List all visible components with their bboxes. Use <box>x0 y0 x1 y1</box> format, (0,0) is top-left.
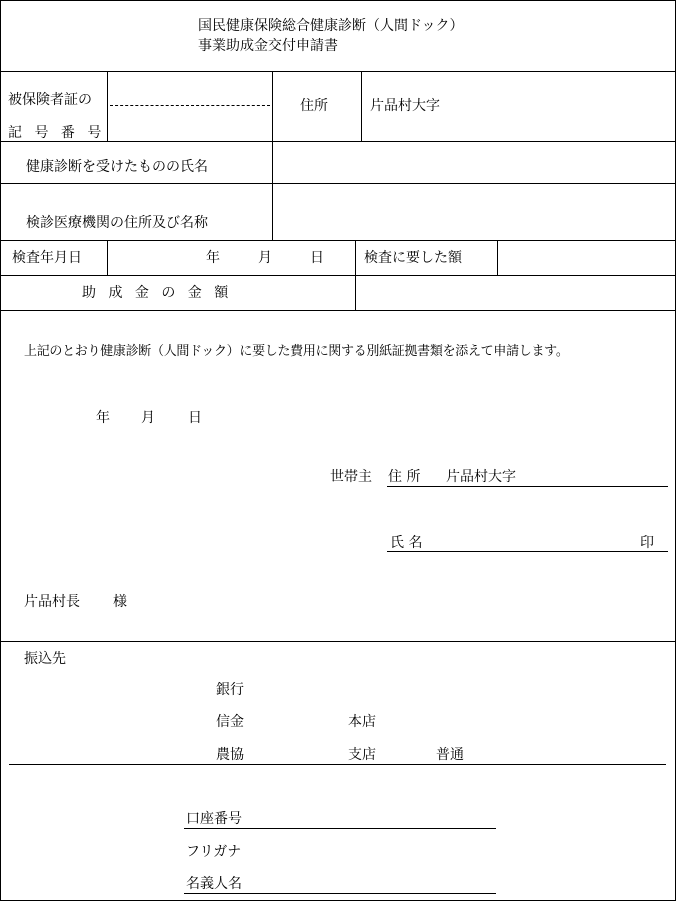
transfer-heading: 振込先 <box>24 651 66 667</box>
insured-card-label-2: 記 号 番 号 <box>8 125 106 141</box>
col-divider <box>107 71 108 141</box>
exam-cost-label: 検査に要した額 <box>364 250 462 266</box>
row-divider <box>0 183 676 184</box>
section-divider <box>0 641 676 642</box>
exam-year-unit: 年 <box>206 250 220 266</box>
office-type-branch: 支店 <box>348 747 376 763</box>
row-divider <box>0 240 676 241</box>
addressee: 片品村長 <box>24 594 80 610</box>
institution-type-shinkin: 信金 <box>216 714 244 730</box>
householder-label: 世帯主 <box>330 469 372 485</box>
exam-day-unit: 日 <box>310 250 324 266</box>
applicant-name-line <box>387 551 668 552</box>
row-divider <box>0 275 676 276</box>
addressee-honorific: 様 <box>113 594 127 610</box>
application-statement: 上記のとおり健康診断（人間ドック）に要した費用に関する別紙証拠書類を添えて申請します。 <box>24 344 569 359</box>
address-value: 片品村大字 <box>370 98 440 114</box>
application-day-unit: 日 <box>188 410 202 426</box>
exam-date-label: 検査年月日 <box>12 250 82 266</box>
account-holder-line <box>184 893 496 894</box>
office-type-head: 本店 <box>348 714 376 730</box>
applicant-name-label: 氏 名 <box>390 535 423 551</box>
form-title-line2: 事業助成金交付申請書 <box>198 38 338 54</box>
card-number-separator <box>110 105 270 106</box>
row-divider <box>0 141 676 142</box>
furigana-label: フリガナ <box>186 844 242 860</box>
address-label: 住所 <box>300 98 328 114</box>
examinee-name-label: 健康診断を受けたものの氏名 <box>26 159 208 175</box>
insured-card-label-1: 被保険者証の <box>8 92 92 108</box>
col-divider <box>272 71 273 240</box>
col-divider <box>361 71 362 141</box>
account-holder-label: 名義人名 <box>186 876 242 892</box>
form-title-line1: 国民健康保険総合健康診断（人間ドック） <box>198 18 464 34</box>
row-divider <box>0 310 676 311</box>
applicant-address-label: 住 所 <box>388 469 421 485</box>
row-divider <box>0 71 676 72</box>
applicant-address-line <box>387 486 668 487</box>
bank-line <box>9 764 666 765</box>
col-divider <box>107 240 108 275</box>
col-divider <box>497 240 498 275</box>
institution-type-nokyo: 農協 <box>216 747 244 763</box>
account-number-label: 口座番号 <box>186 811 242 827</box>
account-number-line <box>184 828 496 829</box>
institution-label: 検診医療機関の住所及び名称 <box>26 215 208 231</box>
application-month-unit: 月 <box>141 410 155 426</box>
seal-mark: 印 <box>640 535 654 551</box>
applicant-address-value: 片品村大字 <box>446 469 516 485</box>
exam-month-unit: 月 <box>258 250 272 266</box>
col-divider <box>355 240 356 310</box>
institution-type-bank: 銀行 <box>216 682 244 698</box>
account-type: 普通 <box>436 747 464 763</box>
application-year-unit: 年 <box>96 410 110 426</box>
subsidy-amount-label: 助 成 金 の 金 額 <box>82 285 233 301</box>
